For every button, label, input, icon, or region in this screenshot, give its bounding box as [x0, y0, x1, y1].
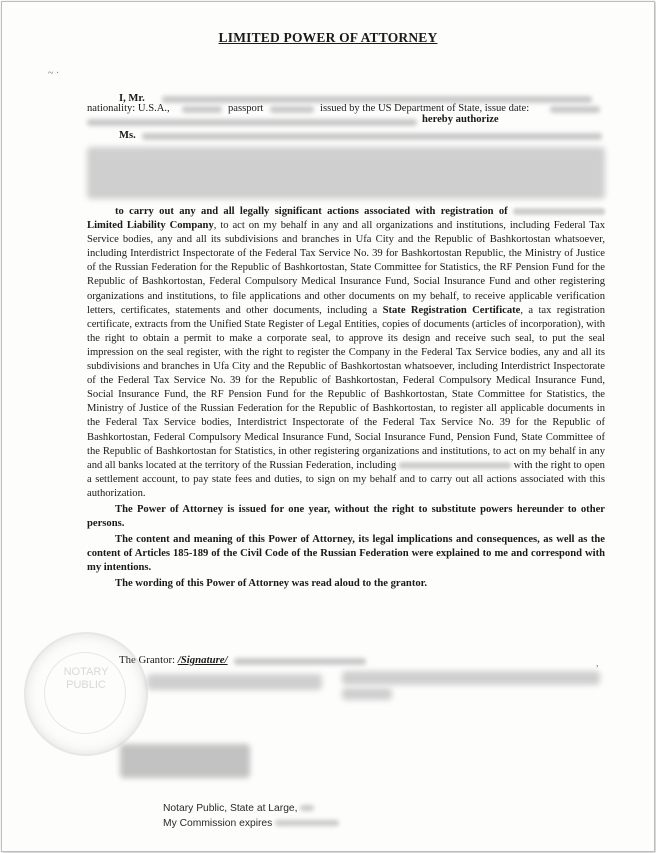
notary-public-text: Notary Public, State at Large,	[163, 803, 298, 814]
seal-text: NOTARY PUBLIC	[63, 666, 109, 691]
authority-text-c: with the right to open a settlement account, to pay state fees and duties, to sign on my behalf and to carry out all actions associated with this authorization.	[87, 459, 605, 499]
redacted-state	[300, 805, 314, 811]
body-paragraph-term: The Power of Attorney is issued for one year, without the right to substitute powers hereunder to other persons.	[87, 503, 605, 530]
scan-mark: ~ ·	[48, 68, 60, 79]
intro-prefix: I, Mr.	[119, 93, 145, 104]
ms-label: Ms.	[119, 130, 136, 141]
redacted-notary-county	[342, 688, 392, 700]
authority-lead: to carry out any and all legally significant actions associated with registration of	[115, 206, 508, 217]
commission-line	[163, 818, 339, 829]
redacted-commission-date	[275, 820, 339, 826]
redacted-company-name	[513, 208, 605, 215]
redacted-notary-signature	[120, 744, 250, 778]
document-page	[1, 1, 655, 852]
state-registration-certificate: State Registration Certificate	[382, 304, 521, 316]
issued-by-text: issued by the US Department of State, issue date:	[320, 103, 530, 114]
company-type: Limited Liability Company	[87, 220, 214, 232]
body-paragraph-legal: The content and meaning of this Power of Attorney, its legal implications and consequences, as well as the content of Articles 185-189 of the Civil Code of the Russian Federation were explained to me and correspond with my intentions.	[87, 534, 605, 574]
scan-mark: ,	[596, 658, 599, 669]
authority-text-b: , a tax registration certificate, extracts from the Unified State Register of Legal Entities, copies of documents (articles of incorporation), with the right to obtain a permit to make a corporate seal, to approve its design and receive such seal, to put the seal impression on the seal register, with the right to register the Company in the Federal Tax Service bodies, any and all its subdivisions and branches in Ufa City and the Republic of Bashkortostan whatsoever, including Interdistrict Inspectorate of the Federal Tax Service No. 39 for the Republic of Bashkortostan, Federal Compulsory Medical Insurance Fund, Social Insurance Fund, the RF Pension Fund for the Republic of Bashkortostan, State Committee for Statistics, the Ministry of Justice of the Russian Federation for the Republic of Bashkortostan, to register all applicable documents in the Federal Tax Service bodies, Interdistrict Inspectorate of the Federal Tax Service No. 39 for the Republic of Bashkortostan, Federal Compulsory Medical Insurance Fund, Social Insurance Fund, Pension Fund, State Committee of the Republic of Bashkortostan for Statistics, in other registering organizations and institutions, to act on my behalf in any and all banks located at the territory of the Russian Federation, including	[87, 304, 606, 471]
redacted-passport-number	[270, 106, 314, 113]
nationality-label: nationality: U.S.A.,	[87, 103, 170, 114]
redacted-grantor-name	[162, 96, 592, 103]
authority-text-a: , to act on my behalf in any and all organizations and institutions, including Federal Tax Service bodies, any and all its subdivisions and branches in Ufa City and the Republic of Bashkortostan whatsoever, including Interdistrict Inspectorate of the Federal Tax Service No. 39 for Bashkortostan Republic, the Ministry of Justice of the Russian Federation for the Republic of Bashkortostan, State Committee for Statistics, the RF Pension Fund for the Republic of Bashkortostan, Federal Compulsory Medical Insurance Fund, Social Insurance Fund and other registering organizations and institutions, to file applications and other documents on my behalf, to receive applicable verification letters, certificates, statements and other documents, including a	[87, 220, 606, 316]
redacted-issue-date	[550, 106, 600, 113]
passport-label: passport	[228, 103, 264, 114]
commission-text: My Commission expires	[163, 818, 273, 829]
document-body	[87, 205, 605, 592]
redacted-address	[87, 119, 417, 126]
seal-inner-ring	[44, 652, 126, 734]
notary-public-line	[163, 803, 314, 814]
redacted-attorney-name	[142, 133, 602, 140]
body-paragraph-read-aloud: The wording of this Power of Attorney was read aloud to the grantor.	[115, 578, 428, 590]
grantor-label: The Grantor:	[119, 654, 176, 666]
document-title: LIMITED POWER OF ATTORNEY	[218, 30, 438, 45]
redacted-attorney-details	[87, 147, 605, 199]
redacted-notary-address	[342, 671, 600, 685]
redacted-grantor-printed-name	[234, 658, 366, 665]
redacted-field	[182, 106, 222, 113]
redacted-notary-name	[147, 674, 322, 690]
notary-seal	[24, 632, 148, 756]
body-paragraph-authority	[87, 205, 605, 501]
hereby-authorize: hereby authorize	[422, 114, 499, 125]
redacted-bank-name	[399, 462, 511, 469]
grantor-signature: /Signature/	[177, 654, 228, 666]
